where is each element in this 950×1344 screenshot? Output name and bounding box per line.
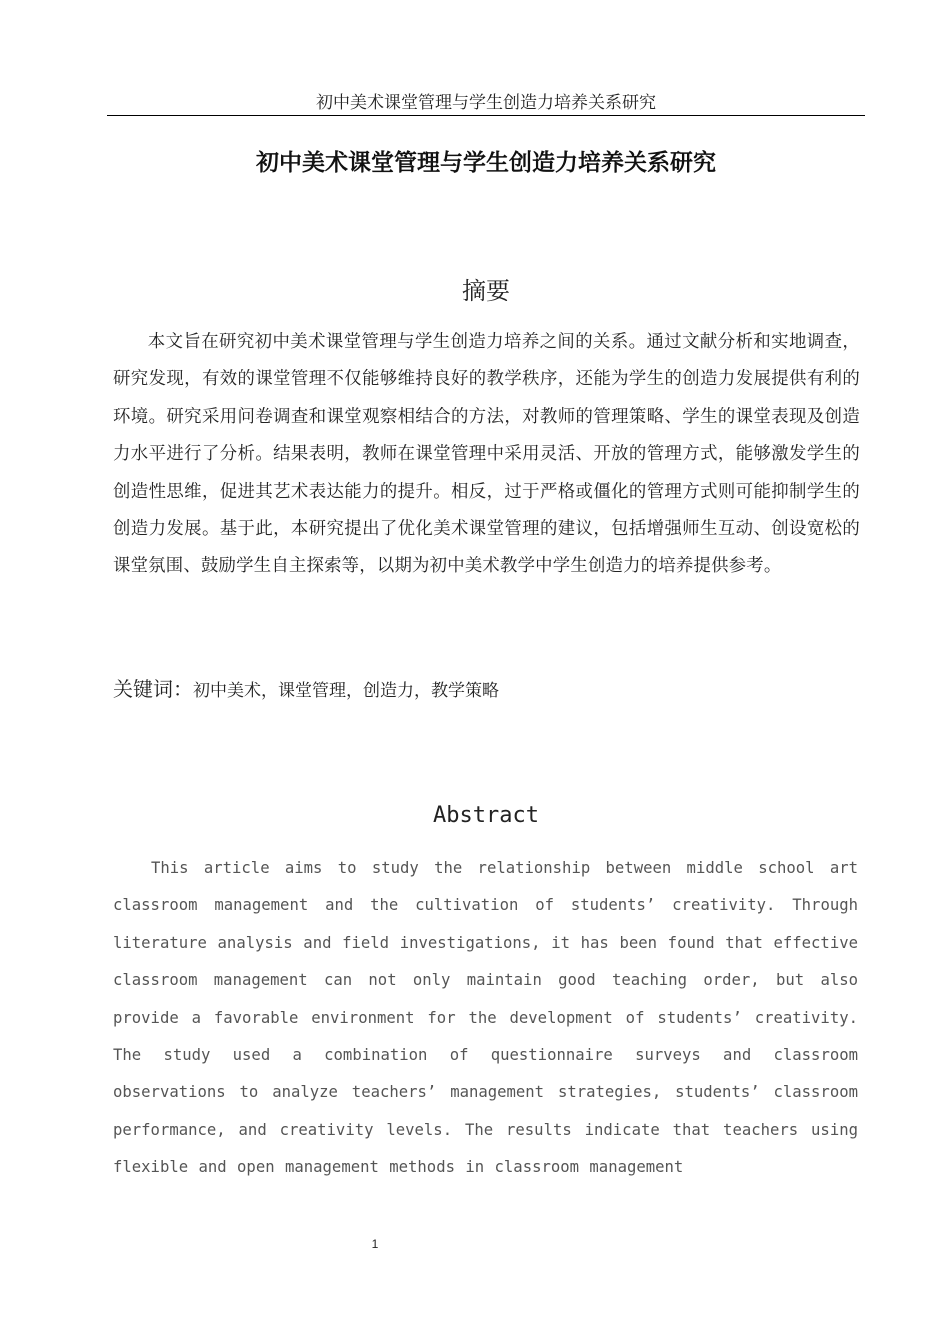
abstract-en-body: This article aims to study the relationship between middle school art classroom management and the cultivation of students’ creativity. Through literature analysis and field investigations, it has been found that effective classroom management can not only maintain good teaching order, but also provide a favorable environment for the development of students’ creativity. The study used a combination of questionnaire surveys and classroom observations to analyze teachers’ management strategies, students’ classroom performance, and creativity levels. The results indicate that teachers using flexible and open management methods in classroom management (113, 859, 858, 1177)
abstract-en-heading: Abstract (433, 803, 539, 828)
keywords-label: 关键词： (113, 677, 193, 701)
abstract-cn-heading: 摘要 (462, 277, 510, 305)
abstract-cn-body: 本文旨在研究初中美术课堂管理与学生创造力培养之间的关系。通过文献分析和实地调查，研究发现，有效的课堂管理不仅能够维持良好的教学秩序，还能为学生的创造力发展提供有利的环境。研究采用问卷调查和课堂观察相结合的方法，对教师的管理策略、学生的课堂表现及创造力水平进行了分析。结果表明，教师在课堂管理中采用灵活、开放的管理方式，能够激发学生的创造性思维，促进其艺术表达能力的提升。相反，过于严格或僵化的管理方式则可能抑制学生的创造力发展。基于此，本研究提出了优化美术课堂管理的建议，包括增强师生互动、创设宽松的课堂氛围、鼓励学生自主探索等，以期为初中美术教学中学生创造力的培养提供参考。 (113, 332, 860, 577)
header-rule (107, 115, 865, 116)
keywords-terms: 初中美术，课堂管理，创造力，教学策略 (193, 681, 499, 701)
paper-title: 初中美术课堂管理与学生创造力培养关系研究 (256, 150, 716, 176)
running-header: 初中美术课堂管理与学生创造力培养关系研究 (316, 93, 656, 113)
page-number: 1 (371, 1237, 379, 1251)
keywords-line (113, 674, 860, 706)
